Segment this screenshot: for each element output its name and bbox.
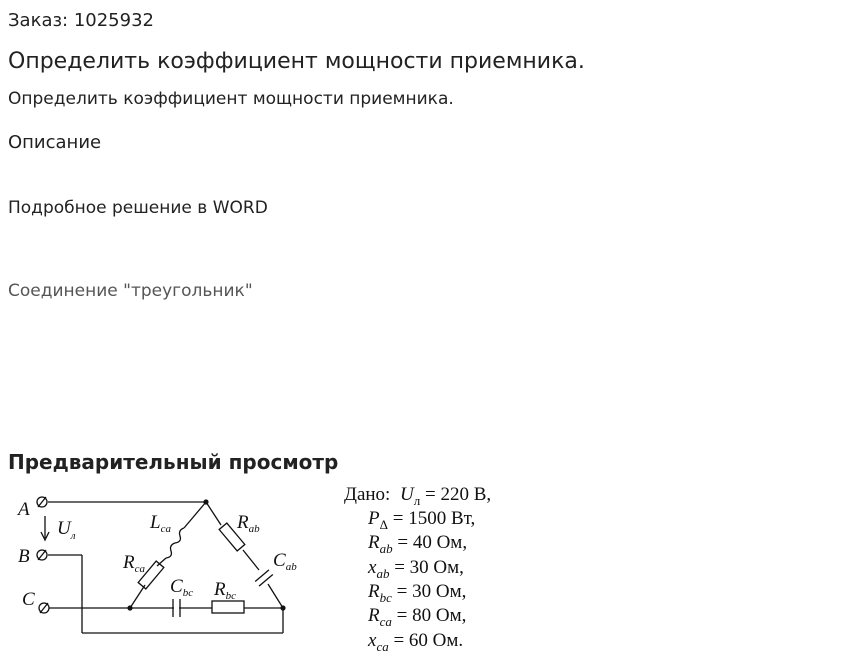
- preview-image: [0, 478, 847, 664]
- label-rbc: $R_{bc}$: [214, 579, 236, 602]
- label-rca: $R_{ca}$: [123, 552, 145, 575]
- capacitor-cab: [255, 570, 273, 586]
- description-text: Подробное решение в WORD: [8, 198, 268, 218]
- given-line: $R_{ab} = 40$ Ом,: [368, 532, 468, 556]
- circuit-diagram: [0, 478, 847, 664]
- label-rab: $R_{ab}$: [237, 512, 260, 535]
- given-list: [367, 484, 491, 654]
- given-line: $x_{ca} = 60$ Ом.: [368, 630, 464, 654]
- given-label: Дано:: [344, 484, 391, 505]
- label-c: C: [22, 589, 35, 610]
- page-subtitle: Определить коэффициент мощности приемника.: [8, 89, 454, 109]
- order-number: Заказ: 1025932: [8, 10, 154, 31]
- label-b: B: [18, 546, 30, 567]
- page-title: Определить коэффициент мощности приемника.: [8, 49, 585, 74]
- given-line: $U_л = 220$ В,: [400, 484, 492, 508]
- given-line: $x_{ab} = 30$ Ом,: [368, 557, 464, 581]
- label-cab: $C_{ab}$: [273, 550, 297, 573]
- label-a: A: [18, 499, 30, 520]
- label-cbc: $C_{bc}$: [170, 576, 194, 599]
- label-voltage: $U_л$: [57, 518, 76, 542]
- preview-heading: Предварительный просмотр: [8, 450, 339, 474]
- given-line: $R_{bc} = 30$ Ом,: [368, 581, 467, 605]
- label-lca: $L_{ca}$: [150, 512, 171, 535]
- connection-type: Соединение "треугольник": [8, 281, 253, 301]
- given-line: $P_\Delta = 1500$ Вт,: [368, 508, 476, 532]
- given-line: $R_{ca} = 80$ Ом,: [368, 605, 467, 629]
- description-heading: Описание: [8, 132, 102, 153]
